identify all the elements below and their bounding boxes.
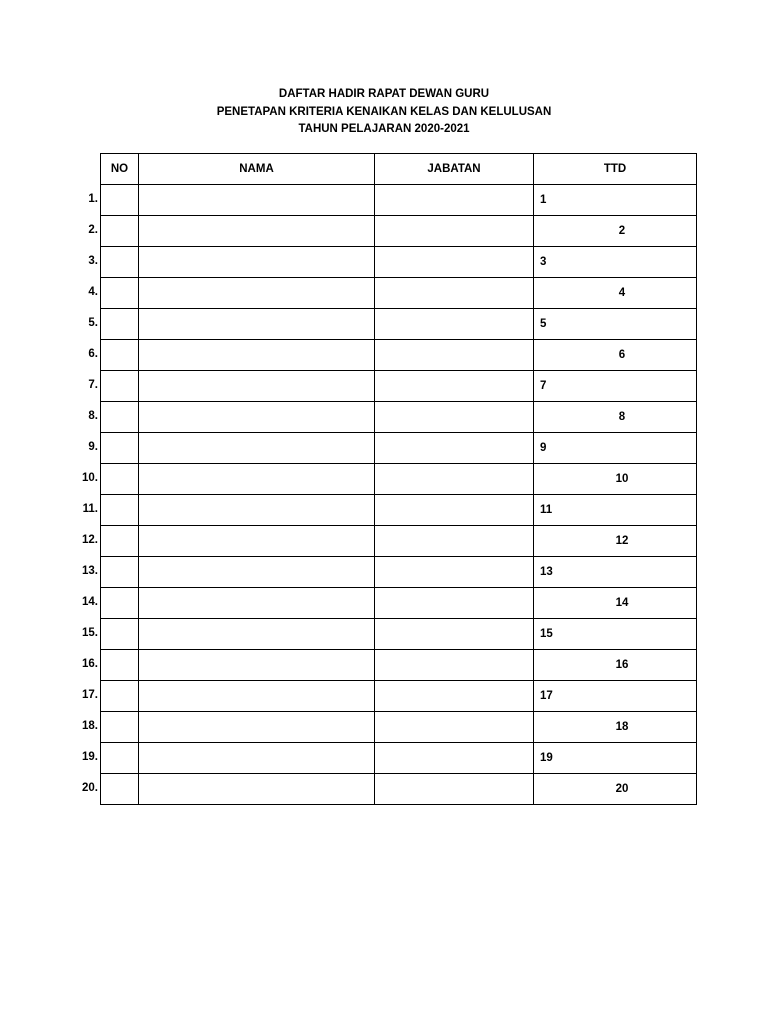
no-cell[interactable] — [101, 309, 139, 340]
jabatan-cell[interactable] — [375, 557, 534, 588]
nama-cell[interactable] — [139, 371, 375, 402]
ttd-cell[interactable]: 13 — [534, 557, 697, 588]
table-row — [101, 185, 697, 216]
nama-cell[interactable] — [139, 247, 375, 278]
table-body — [101, 185, 697, 805]
table-row — [101, 712, 697, 743]
no-cell[interactable] — [101, 588, 139, 619]
no-cell[interactable] — [101, 526, 139, 557]
row-number: 10. — [82, 472, 98, 484]
ttd-cell[interactable]: 6 — [534, 340, 697, 371]
row-number: 3. — [88, 255, 98, 267]
nama-cell[interactable] — [139, 712, 375, 743]
row-number: 19. — [82, 751, 98, 763]
nama-cell[interactable] — [139, 774, 375, 805]
no-cell[interactable] — [101, 650, 139, 681]
jabatan-cell[interactable] — [375, 650, 534, 681]
nama-cell[interactable] — [139, 495, 375, 526]
row-number: 18. — [82, 720, 98, 732]
ttd-cell[interactable]: 2 — [534, 216, 697, 247]
ttd-cell[interactable]: 4 — [534, 278, 697, 309]
row-number: 9. — [88, 441, 98, 453]
nama-cell[interactable] — [139, 619, 375, 650]
row-number: 4. — [88, 286, 98, 298]
nama-cell[interactable] — [139, 557, 375, 588]
table-row — [101, 464, 697, 495]
header-no: NO — [101, 154, 139, 185]
ttd-cell[interactable]: 17 — [534, 681, 697, 712]
ttd-cell[interactable]: 10 — [534, 464, 697, 495]
ttd-cell[interactable]: 16 — [534, 650, 697, 681]
jabatan-cell[interactable] — [375, 340, 534, 371]
table-row — [101, 216, 697, 247]
jabatan-cell[interactable] — [375, 185, 534, 216]
no-cell[interactable] — [101, 743, 139, 774]
ttd-cell[interactable]: 19 — [534, 743, 697, 774]
ttd-cell[interactable]: 18 — [534, 712, 697, 743]
ttd-cell[interactable]: 8 — [534, 402, 697, 433]
jabatan-cell[interactable] — [375, 681, 534, 712]
nama-cell[interactable] — [139, 309, 375, 340]
jabatan-cell[interactable] — [375, 464, 534, 495]
row-number: 17. — [82, 689, 98, 701]
row-number: 7. — [88, 379, 98, 391]
nama-cell[interactable] — [139, 433, 375, 464]
table-row — [101, 681, 697, 712]
table-row — [101, 774, 697, 805]
nama-cell[interactable] — [139, 216, 375, 247]
jabatan-cell[interactable] — [375, 743, 534, 774]
table-row — [101, 247, 697, 278]
no-cell[interactable] — [101, 712, 139, 743]
attendance-table — [100, 153, 697, 805]
jabatan-cell[interactable] — [375, 402, 534, 433]
table-row — [101, 557, 697, 588]
nama-cell[interactable] — [139, 681, 375, 712]
nama-cell[interactable] — [139, 588, 375, 619]
ttd-cell[interactable]: 7 — [534, 371, 697, 402]
row-number: 20. — [82, 782, 98, 794]
ttd-cell[interactable]: 5 — [534, 309, 697, 340]
jabatan-cell[interactable] — [375, 433, 534, 464]
no-cell[interactable] — [101, 433, 139, 464]
table-header-row — [101, 154, 697, 185]
row-number: 1. — [88, 193, 98, 205]
jabatan-cell[interactable] — [375, 619, 534, 650]
no-cell[interactable] — [101, 774, 139, 805]
row-number: 2. — [88, 224, 98, 236]
table-row — [101, 743, 697, 774]
no-cell[interactable] — [101, 681, 139, 712]
no-cell[interactable] — [101, 619, 139, 650]
table-row — [101, 433, 697, 464]
ttd-cell[interactable]: 14 — [534, 588, 697, 619]
header-ttd: TTD — [534, 154, 697, 185]
ttd-cell[interactable]: 9 — [534, 433, 697, 464]
ttd-cell[interactable]: 12 — [534, 526, 697, 557]
jabatan-cell[interactable] — [375, 216, 534, 247]
no-cell[interactable] — [101, 495, 139, 526]
no-cell[interactable] — [101, 185, 139, 216]
row-number: 14. — [82, 596, 98, 608]
row-number: 15. — [82, 627, 98, 639]
no-cell[interactable] — [101, 371, 139, 402]
row-number: 6. — [88, 348, 98, 360]
row-number: 5. — [88, 317, 98, 329]
no-cell[interactable] — [101, 340, 139, 371]
nama-cell[interactable] — [139, 402, 375, 433]
no-cell[interactable] — [101, 557, 139, 588]
jabatan-cell[interactable] — [375, 588, 534, 619]
table-row — [101, 309, 697, 340]
jabatan-cell[interactable] — [375, 495, 534, 526]
ttd-cell[interactable]: 15 — [534, 619, 697, 650]
jabatan-cell[interactable] — [375, 278, 534, 309]
header-jabatan: JABATAN — [375, 154, 534, 185]
table-row — [101, 619, 697, 650]
jabatan-cell[interactable] — [375, 526, 534, 557]
row-number: 16. — [82, 658, 98, 670]
title-line-2: PENETAPAN KRITERIA KENAIKAN KELAS DAN KELULUSAN — [216, 105, 552, 118]
no-cell[interactable] — [101, 247, 139, 278]
jabatan-cell[interactable] — [375, 247, 534, 278]
ttd-cell[interactable]: 3 — [534, 247, 697, 278]
nama-cell[interactable] — [139, 743, 375, 774]
table-row — [101, 650, 697, 681]
no-cell[interactable] — [101, 216, 139, 247]
nama-cell[interactable] — [139, 526, 375, 557]
table-row — [101, 371, 697, 402]
no-cell[interactable] — [101, 464, 139, 495]
ttd-cell[interactable]: 20 — [534, 774, 697, 805]
title-line-3: TAHUN PELAJARAN 2020-2021 — [298, 123, 470, 135]
document-title — [0, 86, 768, 139]
row-number: 12. — [82, 534, 98, 546]
row-number: 13. — [82, 565, 98, 577]
row-number: 11. — [82, 503, 98, 515]
title-line-1: DAFTAR HADIR RAPAT DEWAN GURU — [278, 88, 490, 100]
nama-cell[interactable] — [139, 278, 375, 309]
table-row — [101, 588, 697, 619]
ttd-cell[interactable]: 11 — [534, 495, 697, 526]
table-row — [101, 340, 697, 371]
no-cell[interactable] — [101, 278, 139, 309]
nama-cell[interactable] — [139, 185, 375, 216]
jabatan-cell[interactable] — [375, 712, 534, 743]
jabatan-cell[interactable] — [375, 309, 534, 340]
header-nama: NAMA — [139, 154, 375, 185]
table-row — [101, 526, 697, 557]
table-row — [101, 402, 697, 433]
nama-cell[interactable] — [139, 464, 375, 495]
row-number: 8. — [88, 410, 98, 422]
nama-cell[interactable] — [139, 340, 375, 371]
table-row — [101, 278, 697, 309]
table-row — [101, 495, 697, 526]
no-cell[interactable] — [101, 402, 139, 433]
jabatan-cell[interactable] — [375, 371, 534, 402]
jabatan-cell[interactable] — [375, 774, 534, 805]
nama-cell[interactable] — [139, 650, 375, 681]
ttd-cell[interactable]: 1 — [534, 185, 697, 216]
